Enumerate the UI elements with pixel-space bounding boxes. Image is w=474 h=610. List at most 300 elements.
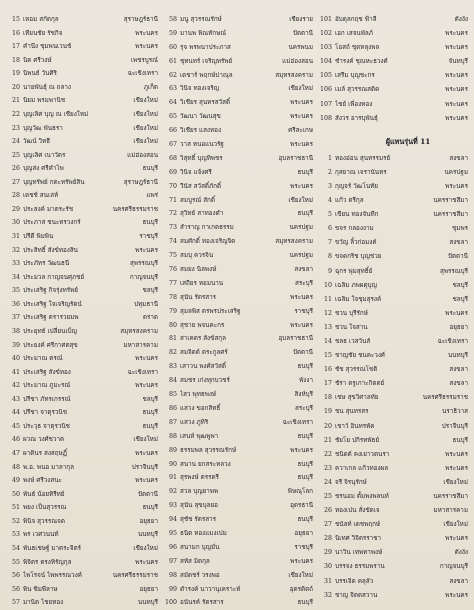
list-item <box>6 352 158 366</box>
entry-province: เชียงใหม่ <box>133 110 158 118</box>
entry-name: สมจิตต์ ตระกูลศร์ <box>180 349 228 357</box>
entry-number: 24 <box>323 478 332 486</box>
entry-number: 31 <box>11 233 20 240</box>
list-item <box>318 180 468 194</box>
list-item <box>6 284 158 298</box>
list-item <box>163 444 313 458</box>
entry-name: เทียนชัย รัชกิจ <box>23 29 63 37</box>
list-item <box>318 518 468 532</box>
entry-number: 29 <box>323 549 332 557</box>
entry-name: ประสิทธิ์ สังข์ทองสิน <box>23 246 78 254</box>
list-item <box>6 569 158 583</box>
entry-province: นครปฐม <box>289 252 313 260</box>
list-item <box>163 374 313 388</box>
entry-name: พงษ์ ศรีวงสนะ <box>23 477 62 485</box>
entry-name: ประสงค์ มาตระรัช <box>23 205 74 213</box>
list-item <box>163 235 313 249</box>
list-item <box>6 406 158 420</box>
entry-province: ฉะเชิงเทรา <box>127 70 158 78</box>
list-item <box>318 83 468 97</box>
entry-number: 3 <box>327 182 332 190</box>
list-item <box>318 250 468 264</box>
entry-province: ปัตตานี <box>292 349 313 357</box>
entry-name: พ.อ. พนอ มาลากุล <box>23 463 74 471</box>
entry-province: พระนคร <box>290 113 313 121</box>
entry-name: พันธ์ น้อยทิรีทย์ <box>23 490 65 498</box>
entry-province: เชียงใหม่ <box>288 571 313 579</box>
entry-province: พระนคร <box>135 477 158 485</box>
entry-number: 7 <box>327 239 332 247</box>
entry-province: ธนบุรี <box>297 474 313 482</box>
entry-name: อนันรค์ รัตรสาร <box>180 599 224 607</box>
entry-name: วิเชียร สุนทรสวัสดิ์ <box>180 99 231 107</box>
entry-name: บุญเลิศ เนาวัตร <box>23 151 66 159</box>
entry-name: มานพ พิณทักษณ์ <box>180 29 227 37</box>
list-item <box>318 560 468 574</box>
entry-province: อยุธยา <box>294 529 313 537</box>
entry-number: 102 <box>319 30 332 38</box>
list-item <box>6 379 158 393</box>
list-item <box>318 98 468 112</box>
entry-name: คำนึง ชุมพนเวนช์ <box>23 43 72 51</box>
list-item <box>6 176 158 190</box>
entry-province: ตราด <box>142 314 158 322</box>
entry-province: พระนคร <box>135 382 158 390</box>
entry-name: เดชาร์ พฤกษ์ปาณุล <box>180 71 233 79</box>
entry-province: สระบุรี <box>295 279 313 287</box>
entry-province: พระนคร <box>290 321 313 329</box>
entry-number: 10 <box>323 281 332 289</box>
entry-number: 79 <box>168 307 177 315</box>
list-item <box>318 13 468 27</box>
entry-number: 66 <box>168 127 177 135</box>
entry-name: ไสว พุทธพงษ์ <box>180 391 217 399</box>
entry-name: วิเชียร แสงทอง <box>180 127 222 135</box>
entry-number: 20 <box>11 83 20 91</box>
entry-number: 42 <box>11 382 20 390</box>
entry-number: 59 <box>168 29 177 37</box>
list-item <box>163 13 313 27</box>
list-item <box>318 236 468 250</box>
entry-province: นครพนม <box>288 43 313 51</box>
entry-number: 25 <box>11 151 20 159</box>
entry-number: 30 <box>11 219 20 227</box>
entry-number: 80 <box>168 321 177 329</box>
list-item <box>163 138 313 152</box>
entry-name: สุวิทย์ สาทองดำ <box>180 210 224 218</box>
entry-name: ประยุทธ์ เปลี่ยนเบ็ญ <box>23 327 77 335</box>
list-item <box>6 108 158 122</box>
list-item <box>318 434 468 448</box>
list-item <box>163 319 313 333</box>
list-item <box>6 528 158 542</box>
entry-name: วัฒน์ วิทธี <box>23 138 51 146</box>
entry-number: 87 <box>168 418 177 426</box>
entry-name: ชัยโย ปกิรทพัธย์ <box>335 436 380 444</box>
list-item <box>163 360 313 374</box>
list-item <box>6 542 158 556</box>
right-column-bottom-list <box>318 152 468 603</box>
entry-province: นครปฐม <box>289 224 313 232</box>
entry-province: พระนคร <box>445 114 468 122</box>
entry-province: แพร่ <box>146 192 158 200</box>
entry-number: 99 <box>168 585 177 593</box>
entry-name: ขจดกริช บุญช่วย <box>335 253 382 261</box>
entry-province: ธนบุรี <box>142 409 158 417</box>
entry-province: เชียงใหม่ <box>133 436 158 444</box>
entry-name: เฉลิม ภพผดุบุญ <box>335 281 377 289</box>
list-item <box>318 546 468 560</box>
entry-name: ประเสริฐ กิจรุ่งทรัพย์ <box>23 287 78 295</box>
entry-number: 94 <box>168 516 177 524</box>
entry-number: 30 <box>323 563 332 571</box>
entry-name: ประเสริฐ ใจเจริญรัตน์ <box>23 300 82 308</box>
entry-name: เมล์ สุวรรณสดิด <box>335 86 380 94</box>
list-item <box>163 430 313 444</box>
entry-province: ชลบุรี <box>452 281 468 289</box>
list-item <box>318 448 468 462</box>
list-item <box>163 221 313 235</box>
list-item <box>163 69 313 83</box>
list-item <box>318 55 468 69</box>
list-item <box>318 27 468 41</box>
list-item <box>163 596 313 610</box>
entry-number: 77 <box>168 279 177 287</box>
entry-number: 6 <box>327 225 332 233</box>
entry-number: 33 <box>11 260 20 268</box>
entry-name: ชัช สุวรรณโชติ <box>335 366 378 374</box>
entry-number: 27 <box>323 521 332 529</box>
entry-province: นครปฐม <box>444 168 468 176</box>
entry-province: สงขลา <box>294 266 313 274</box>
entry-number: 34 <box>11 273 20 281</box>
entry-number: 57 <box>11 599 20 607</box>
entry-province: ธนบุรี <box>297 363 313 371</box>
entry-province: สุราษฎร์ธานี <box>123 16 158 23</box>
entry-number: 19 <box>11 70 20 78</box>
entry-name: แสวง ภูทิริ <box>180 418 209 426</box>
entry-name: ประภัทร วัฒนธนี <box>23 260 70 268</box>
entry-number: 16 <box>11 29 20 37</box>
entry-number: 73 <box>168 224 177 232</box>
list-item <box>318 405 468 419</box>
list-item <box>163 388 313 402</box>
entry-name: ไพโรจน์ ไพพรรณวงค์ <box>23 572 82 580</box>
entry-number: 93 <box>168 502 177 510</box>
entry-number: 78 <box>168 293 177 301</box>
entry-number: 35 <box>11 287 20 295</box>
entry-name: สาเคตร สังข์สกุล <box>180 335 226 343</box>
entry-province: นนทบุรี <box>137 531 158 539</box>
entry-province: ปราจีนบุรี <box>131 463 158 471</box>
entry-number: 68 <box>168 154 177 162</box>
right-column <box>318 13 468 610</box>
list-item <box>318 152 468 166</box>
entry-name: บุญทรัพย์ กตะทรัพย์สิน <box>23 178 85 186</box>
entry-name: บรรเจิด คลุลัว <box>335 577 374 585</box>
entry-number: 9 <box>327 267 332 275</box>
list-item <box>163 263 313 277</box>
entry-province: พระนคร <box>135 450 158 457</box>
entry-name: อับดุลกฤช ฟ้าลี <box>335 16 377 23</box>
list-item <box>6 216 158 230</box>
entry-number: 62 <box>168 71 177 79</box>
entry-number: 85 <box>168 391 177 399</box>
entry-name: ประยงค์ ศรีกาศตสุข <box>23 341 78 349</box>
entry-name: สุนัน สุขบุลยอ <box>180 502 218 510</box>
entry-province: ปัตตานี <box>292 29 313 37</box>
entry-province: พระนคร <box>445 30 468 38</box>
entry-number: 104 <box>319 58 332 66</box>
entry-name: เดชช์ สนเล่ห์ <box>23 192 59 200</box>
list-item <box>6 596 158 610</box>
entry-name: สหัส มิตกุล <box>180 557 210 565</box>
entry-province: พระนคร <box>290 99 313 107</box>
entry-province: พระนคร <box>290 557 313 565</box>
list-item <box>6 515 158 529</box>
entry-name: นิเทศ วิจิตรราชา <box>335 535 382 543</box>
entry-number: 103 <box>319 44 332 52</box>
entry-number: 24 <box>11 138 20 146</box>
entry-number: 25 <box>323 493 332 500</box>
entry-number: 89 <box>168 446 177 454</box>
entry-name: สำราญ กาเกตธรรม <box>180 224 234 232</box>
list-item <box>6 27 158 41</box>
entry-province: ธนบุรี <box>297 210 313 218</box>
entry-name: นายพันธุ์ ณ ถลาง <box>23 83 71 91</box>
entry-name: วินิจ แจ้งศรี <box>180 168 212 176</box>
entry-name: ประมาณ ภูมะรณ์ <box>23 382 71 390</box>
entry-number: 101 <box>319 16 332 23</box>
entry-province: สุราษฎร์ธานี <box>123 178 158 186</box>
list-item <box>163 402 313 416</box>
entry-number: 100 <box>164 599 177 607</box>
list-item <box>163 249 313 263</box>
entry-number: 11 <box>323 295 332 303</box>
entry-number: 91 <box>168 474 177 482</box>
list-item <box>163 305 313 319</box>
entry-name: ชรนอม ตั้มพงพลนท์ <box>335 493 389 500</box>
list-item <box>163 499 313 513</box>
entry-name: ผาดินร สงสฤษฏิ์ <box>23 450 67 457</box>
entry-name: พยง เป็นสุวรรณ <box>23 504 67 512</box>
list-item <box>318 589 468 603</box>
entry-name: บุญส่ง ศรีคำไพ <box>23 165 64 173</box>
list-item <box>318 112 468 126</box>
list-item <box>318 391 468 405</box>
list-item <box>163 124 313 138</box>
entry-name: ปรีชา ภัทรเกรรณ์ <box>23 395 71 403</box>
entry-number: 20 <box>323 422 332 430</box>
entry-number: 47 <box>11 450 20 457</box>
section-heading: ผู้แทนรุ่นที่ 11 <box>385 136 431 146</box>
entry-number: 58 <box>168 16 177 23</box>
entry-province: พระนคร <box>445 72 468 80</box>
entry-name: มนู สุวรรณรักษ์ <box>180 16 222 23</box>
entry-number: 13 <box>323 323 332 331</box>
entry-number: 81 <box>168 335 177 343</box>
entry-name: เสรีม บุญชะกร <box>335 72 375 80</box>
list-item <box>6 461 158 475</box>
list-item <box>6 13 158 27</box>
entry-province: พระนคร <box>445 100 468 108</box>
entry-province: สงขลา <box>449 366 468 374</box>
entry-province: ฉะเชิงเทรา <box>282 418 313 426</box>
entry-number: 4 <box>327 197 332 205</box>
entry-province: ฉะเชิงเทรา <box>437 337 468 345</box>
list-item <box>318 279 468 293</box>
list-item <box>6 149 158 163</box>
entry-number: 64 <box>168 99 177 107</box>
entry-province: ตังงัง <box>454 549 468 557</box>
entry-name: โอสถ์ ชุดหลุงพล <box>335 44 380 52</box>
entry-name: เทอม สกัดกุล <box>23 16 59 23</box>
list-item <box>318 462 468 476</box>
entry-name: กุสยาณ เจรานันทร <box>335 168 387 176</box>
entry-number: 107 <box>319 100 332 108</box>
entry-number: 52 <box>11 517 20 525</box>
list-item <box>163 152 313 166</box>
entry-province: สมุทรสงคราม <box>275 238 313 246</box>
list-item <box>318 335 468 349</box>
entry-number: 18 <box>323 394 332 402</box>
entry-number: 70 <box>168 182 177 190</box>
list-item <box>163 110 313 124</box>
entry-name: ชำรงค์ ชุณหะธวงศ์ <box>335 58 388 66</box>
entry-name: วัฒนา วัฒนสุข <box>180 113 221 121</box>
entry-province: พระนคร <box>445 450 468 458</box>
entry-name: พิน ซิมพีลาษ <box>23 585 58 593</box>
entry-province: เชียงราย <box>289 16 313 23</box>
entry-province: อยุธยา <box>139 585 158 593</box>
entry-province: ชุมพร <box>452 225 468 233</box>
entry-province: ราชบุรี <box>294 543 313 551</box>
entry-number: 38 <box>11 327 20 335</box>
entry-province: ธนบุรี <box>142 422 158 430</box>
entry-name: เขียน ทองจันทีก <box>335 211 379 219</box>
entry-number: 31 <box>323 577 332 585</box>
entry-province: ปทุมธานี <box>134 300 158 308</box>
entry-name: แก้ว ตรีกุล <box>335 197 364 205</box>
entry-name: สนามก บุญมั่น <box>180 543 220 551</box>
entry-province: เชียงใหม่ <box>133 97 158 105</box>
list-item <box>163 27 313 41</box>
entry-number: 96 <box>168 543 177 551</box>
list-item <box>318 420 468 434</box>
entry-province: พระนคร <box>445 182 468 190</box>
entry-name: วิสุทธิ์ บุญทิพชร <box>180 154 223 162</box>
list-item <box>6 244 158 258</box>
entry-number: 49 <box>11 477 20 485</box>
entry-name: ทองเปน สั่งขัดเจ <box>335 507 380 515</box>
entry-name: ประเสริฐ สังข์ทอง <box>23 368 71 376</box>
list-item <box>6 433 158 447</box>
list-item <box>6 162 158 176</box>
list-item <box>6 122 158 136</box>
entry-name: บุญวัฒ พันธรา <box>23 124 63 132</box>
entry-province: พระนคร <box>445 86 468 94</box>
list-item <box>6 447 158 461</box>
list-item <box>318 265 468 279</box>
entry-number: 67 <box>168 141 177 149</box>
entry-name: ไชย์ เพื่องทอง <box>335 100 373 108</box>
entry-number: 106 <box>319 86 332 94</box>
entry-province: นครราชสีมา <box>433 211 468 219</box>
list-item <box>318 194 468 208</box>
entry-province: สิงห์บุรี <box>294 391 313 399</box>
left-column <box>6 13 158 610</box>
entry-number: 60 <box>168 43 177 51</box>
entry-number: 26 <box>11 165 20 173</box>
entry-province: นนทบุรี <box>447 352 468 360</box>
entry-province: อยุธยา <box>139 517 158 525</box>
entry-name: ชาญชัย ชนคะวงศ์ <box>335 352 385 360</box>
list-item <box>318 504 468 518</box>
entry-name: นิพนธ์ วันศิริ <box>23 70 57 78</box>
entry-name: สนาน ยกสระหลวง <box>180 460 231 468</box>
entry-province: สมุทรสงคราม <box>120 327 158 335</box>
entry-province: ราชบุรี <box>139 233 158 240</box>
entry-province: แม่ฮ่องสอน <box>127 151 158 159</box>
entry-province: เพชรบูรณ์ <box>130 56 158 64</box>
entry-number: 105 <box>319 72 332 80</box>
entry-name: ขจร กลองงาม <box>335 225 374 233</box>
entry-province: พระนคร <box>290 446 313 454</box>
middle-column <box>163 13 313 610</box>
entry-province: อุบลราชธานี <box>278 154 313 162</box>
entry-number: 71 <box>168 196 177 204</box>
entry-number: 45 <box>11 422 20 430</box>
entry-province: เชียงใหม่ <box>133 544 158 552</box>
list-item <box>163 291 313 305</box>
entry-name: มานิต ไชยทอง <box>23 599 64 607</box>
entry-number: 83 <box>168 363 177 371</box>
entry-name: สังวร อารบุพันธุ์ <box>335 114 378 122</box>
list-item <box>318 293 468 307</box>
list-item <box>163 583 313 597</box>
entry-name: เชาว์ อินทรพัค <box>335 422 375 430</box>
entry-number: 69 <box>168 168 177 176</box>
entry-province: นครศรีธรรมราช <box>422 394 468 402</box>
entry-name: สุมลพิส ตรพรประเสริฐ <box>180 307 241 315</box>
entry-province: สงขลา <box>449 577 468 585</box>
entry-province: ราชบุรี <box>294 307 313 315</box>
list-item <box>6 54 158 68</box>
list-item <box>163 180 313 194</box>
list-item <box>163 513 313 527</box>
entry-number: 43 <box>11 395 20 403</box>
entry-number: 75 <box>168 252 177 260</box>
entry-province: พระนคร <box>290 141 313 149</box>
entry-province: ธนบุรี <box>452 436 468 444</box>
list-item <box>318 166 468 180</box>
list-item <box>6 298 158 312</box>
entry-number: 22 <box>11 110 20 118</box>
list-item <box>318 41 468 55</box>
list-item <box>6 393 158 407</box>
entry-name: เสถียร หอมนาน <box>180 279 224 287</box>
entry-name: ประเสริฐ ตรารวยมพ <box>23 314 79 322</box>
list-item <box>163 527 313 541</box>
entry-number: 12 <box>323 309 332 317</box>
entry-name: กุญจร์ วัฒโนทัย <box>335 182 379 190</box>
entry-province: ธนบุรี <box>142 165 158 173</box>
entry-number: 28 <box>323 535 332 543</box>
entry-name: นาวิน เทพทาพงษ์ <box>335 549 383 557</box>
entry-name: ทองอ่อน สุนทรรมรย์ <box>335 154 391 162</box>
entry-name: ชาญ จิตตสวาน <box>335 591 378 599</box>
entry-name: สมบูรณ์ สักดิ์ <box>180 196 215 204</box>
